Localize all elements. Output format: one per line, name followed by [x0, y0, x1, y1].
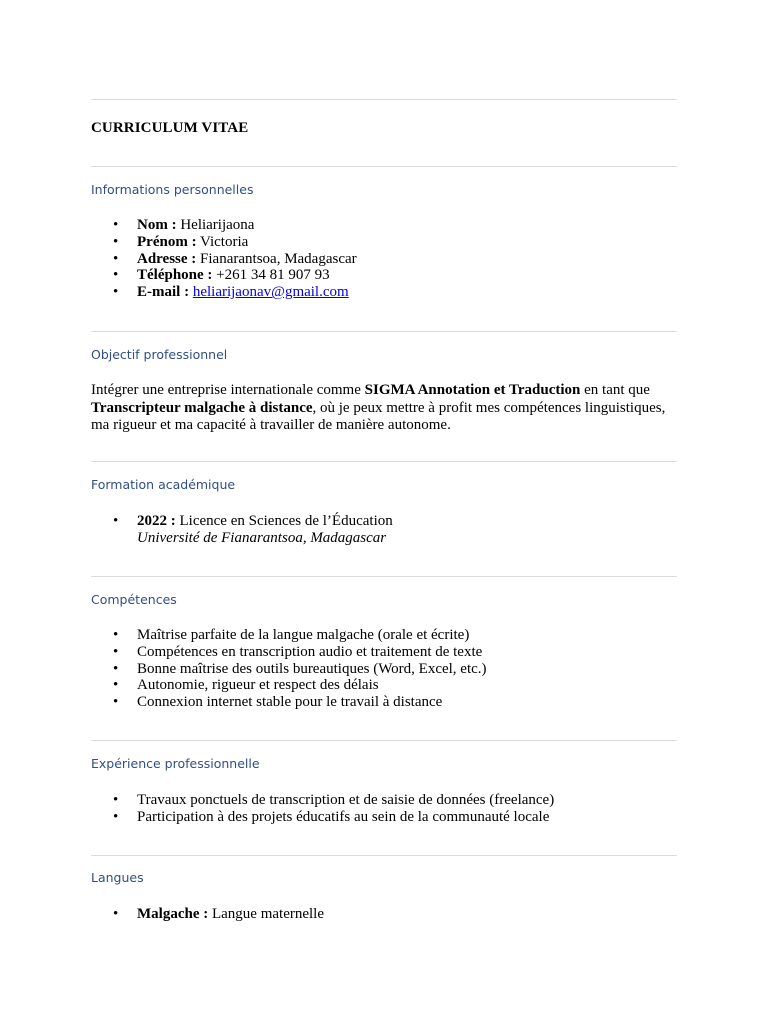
company-name: SIGMA Annotation et Traduction	[364, 382, 581, 398]
section-heading-education: Formation académique	[91, 477, 236, 492]
experience-list	[91, 792, 554, 826]
list-item	[91, 217, 357, 234]
document-title: CURRICULUM VITAE	[91, 120, 249, 136]
field-value: Heliarijaona	[180, 217, 255, 233]
education-list	[91, 513, 393, 547]
section-heading-personal: Informations personnelles	[91, 182, 254, 197]
divider	[91, 461, 677, 462]
divider	[91, 740, 677, 741]
section-heading-skills: Compétences	[91, 592, 177, 607]
list-item	[91, 234, 357, 251]
section-heading-languages: Langues	[91, 870, 144, 885]
list-item: • Autonomie, rigueur et respect des délais	[91, 677, 487, 694]
field-label: E-mail :	[137, 284, 190, 301]
objective-paragraph	[91, 382, 681, 435]
field-label: Prénom :	[137, 233, 197, 250]
list-item: • Travaux ponctuels de transcription et de saisie de données (freelance)	[91, 792, 554, 809]
target-position: Transcripteur malgache à distance	[91, 399, 313, 416]
divider	[91, 576, 677, 577]
objective-text: , où je peux mettre à profit mes compétences linguistiques, ma rigueur et ma capacité à travailler de manière autonome.	[91, 399, 666, 433]
list-item: • Compétences en transcription audio et traitement de texte	[91, 644, 487, 661]
list-item: • Participation à des projets éducatifs au sein de la communauté locale	[91, 809, 554, 826]
list-item	[91, 284, 357, 301]
field-label: Nom :	[137, 217, 177, 233]
field-value: Fianarantsoa, Madagascar	[200, 250, 357, 267]
field-value: +261 34 81 907 93	[216, 267, 330, 284]
education-year: 2022 :	[137, 513, 176, 529]
list-item: • Connexion internet stable pour le travail à distance	[91, 694, 487, 711]
list-item	[91, 906, 324, 923]
language-level: Langue maternelle	[211, 906, 325, 922]
language-name: Malgache :	[137, 906, 209, 922]
education-degree: Licence en Sciences de l’Éducation	[179, 513, 393, 529]
list-item	[91, 267, 357, 284]
email-link[interactable]: heliarijaonav@gmail.com	[192, 284, 349, 301]
objective-text: Intégrer une entreprise internationale comme	[91, 382, 365, 398]
divider	[91, 855, 677, 856]
list-item	[91, 513, 393, 547]
personal-info-list	[91, 217, 357, 301]
divider	[91, 331, 677, 332]
divider	[91, 166, 677, 167]
list-item: • Maîtrise parfaite de la langue malgache (orale et écrite)	[91, 627, 487, 644]
education-school: Université de Fianarantsoa, Madagascar	[137, 529, 387, 546]
field-label: Adresse :	[137, 250, 197, 267]
list-item	[91, 251, 357, 268]
section-heading-objective: Objectif professionnel	[91, 347, 228, 362]
divider	[91, 99, 677, 100]
section-heading-experience: Expérience professionnelle	[91, 756, 260, 771]
field-label: Téléphone :	[137, 267, 213, 284]
languages-list	[91, 906, 324, 923]
list-item: • Bonne maîtrise des outils bureautiques (Word, Excel, etc.)	[91, 661, 487, 678]
field-value: Victoria	[200, 233, 249, 250]
skills-list	[91, 627, 487, 711]
objective-text: en tant que	[580, 382, 650, 398]
